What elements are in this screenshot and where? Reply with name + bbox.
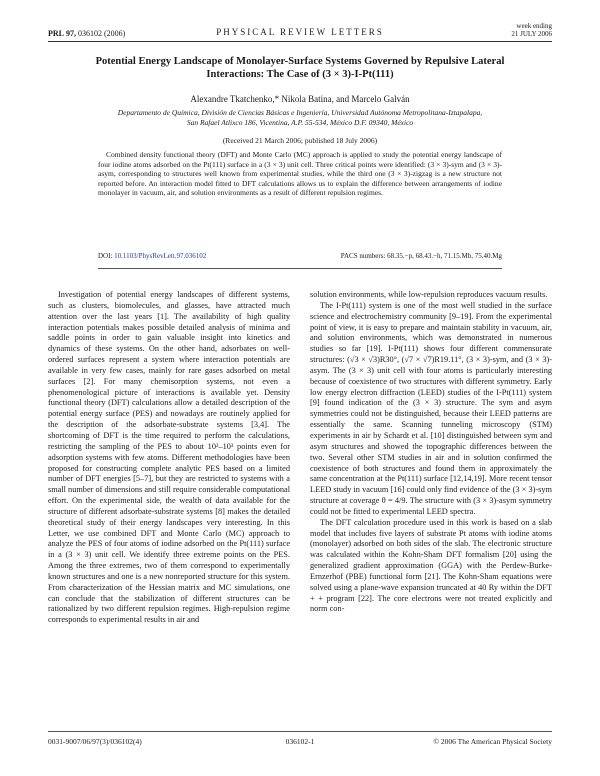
received-date: (Received 21 March 2006; published 18 July 2006) (222, 136, 378, 145)
affiliation: Departamento de Química, División de Ciencias Básicas e Ingeniería, Universidad Autónoma Metropolitana-Iztapalapa, San Rafael Atlixco 186, Vicentina, A.P. 55-534, México D.F. 09340, México (117, 108, 483, 127)
pacs-numbers: PACS numbers: 68.35.−p, 68.43.−h, 71.15.Mb, 75.40.Mg (340, 252, 502, 260)
paragraph: The DFT calculation procedure used in this work is based on a slab model that includes five layers of substrate Pt atoms with iodine atoms (monolayer) adsorbed on both sides of the slab. The electronic structure was calculated within the Kohn-Sham DFT formalism [20] using the generalized gradient approximation (GGA) with the Perdew-Burke-Ernzerhof (PBE) functional form [21]. The Kohn-Sham equations were solved using a plane-wave expansion truncated at 40 Ry within the DFT + + program [22]. The core electrons were not treated explicitly and norm con- (310, 517, 552, 614)
authors: Alexandre Tkatchenko,* Nikola Batina, and Marcelo Galván (190, 94, 410, 104)
running-header (48, 22, 552, 40)
page-number: 036102-1 (285, 737, 315, 746)
paragraph: solution environments, while low-repulsion reproduces vacuum results. (310, 290, 548, 299)
body-column-right (310, 290, 552, 615)
doi-link[interactable]: DOI: 10.1103/PhysRevLett.97.036102 (98, 252, 207, 260)
footer-rule (48, 731, 552, 732)
abstract-rule (98, 268, 502, 269)
copyright: © 2006 The American Physical Society (433, 737, 552, 746)
journal-title: PHYSICAL REVIEW LETTERS (216, 27, 384, 37)
issn-code: 0031-9007/06/97(3)/036102(4) (48, 737, 142, 746)
body-column-left (48, 290, 290, 626)
abstract: Combined density functional theory (DFT) and Monte Carlo (MC) approach is applied to study the potential energy landscape of four iodine atoms adsorbed on the Pt(111) surface in a (3 × 3) unit cell. Three critical points were identified: (3 × 3)-sym and (3 × 3)-asym, corresponding to structures well known from experimental studies, while the third one (3 × 3)-zigzag is a new structure not reported before. An interaction model fitted to DFT calculations allows us to explain the difference between arrangements of iodine monolayer in vacuum, air, and solution environments as a result of different repulsion regimes. (98, 150, 502, 198)
paragraph: Investigation of potential energy landscapes of different systems, such as clusters, biomolecules, and glasses, have attracted much attention over the last years [1]. The availability of high quality interaction potentials makes possible detailed analysis of minima and saddle points in order to gain valuable insight into kinetics and dynamics of these systems. On the other hand, adsorbates on well-ordered surfaces represent a system where interaction potentials are available in very few cases, mainly for rare gases adsorbed on metal surfaces [2]. For many chemisorption systems, not even a phenomenological picture of interactions is available yet. Density functional theory (DFT) calculations allow a detailed description of the potential energy surface (PES) and nowadays are routinely applied for the description of the adsorbate-substrate systems [3,4]. The shortcoming of DFT is the time required to perform the calculations, restricting the sampling of the PES to about 10²–10³ points even for adsorption systems with few atoms. Different methodologies have been proposed for constructing complete analytic PES based on a limited number of DFT energies [5–7], but they are restricted to systems with a small number of dimensions and still require considerable computational effort. On the experimental side, the wealth of data available for the structure of different adsorbate-substrate systems [8] makes the detailed theoretical study of their energy landscapes very interesting. In this Letter, we use combined DFT and Monte Carlo (MC) approach to analyze the PES of four atoms of iodine adsorbed on the Pt(111) surface in a (3 × 3) unit cell. We identify three extreme points on the PES. Among the three extremes, two of them correspond to experimentally known structures and one is a new nonreported structure for this system. From characterization of the Hessian matrix and MC simulations, one can conclude that the stabilization of different structures can be rationalized by two different repulsion regimes. High-repulsion regime corresponds to experimental results in air and (48, 290, 290, 625)
page-footer (48, 737, 552, 749)
paragraph: The I-Pt(111) system is one of the most well studied in the surface science and electrochemistry community [9–19]. From the experimental point of view, it is easy to prepare and maintain stability in vacuum, air, and solution environments, which was demonstrated in numerous studies so far [19]. I-Pt(111) shows four different commensurate structures: (√3 × √3)R30°, (√7 × √7)R19.11°, (3 × 3)-sym, and (3 × 3)-asym. The (3 × 3) unit cell with four atoms is particularly interesting because of coexistence of two structures with different symmetry. Early low energy electron diffraction (LEED) studies of the I-Pt(111) system [9] found indication of the (3 × 3) structure. The sym and asym symmetries could not be distinguished, because their LEED patterns are essentially the same. Scanning tunneling microscopy (STM) experiments in air by Schardt et al. [10] distinguished between sym and asym structures and showed the topographic differences between the two. Several other STM studies in air and in solution confirmed the coexistence of both structures and found them in approximately the same concentration at the Pt(111) surface [12,14,19]. More recent tensor LEED study in vacuum [16] could only find evidence of the (3 × 3)-sym structure at coverage θ = 4/9. The structure with (3 × 3)-asym symmetry could not be fitted to experimental LEED spectra. (310, 300, 552, 516)
journal-citation: PRL 97, 036102 (2006) (48, 29, 126, 38)
article-title: Potential Energy Landscape of Monolayer-Surface Systems Governed by Repulsive Lateral Interactions: The Case of (3 × 3)-I-Pt(111) (95, 56, 505, 80)
header-rule (48, 41, 552, 42)
issue-date: week ending 21 JULY 2006 (511, 22, 552, 38)
